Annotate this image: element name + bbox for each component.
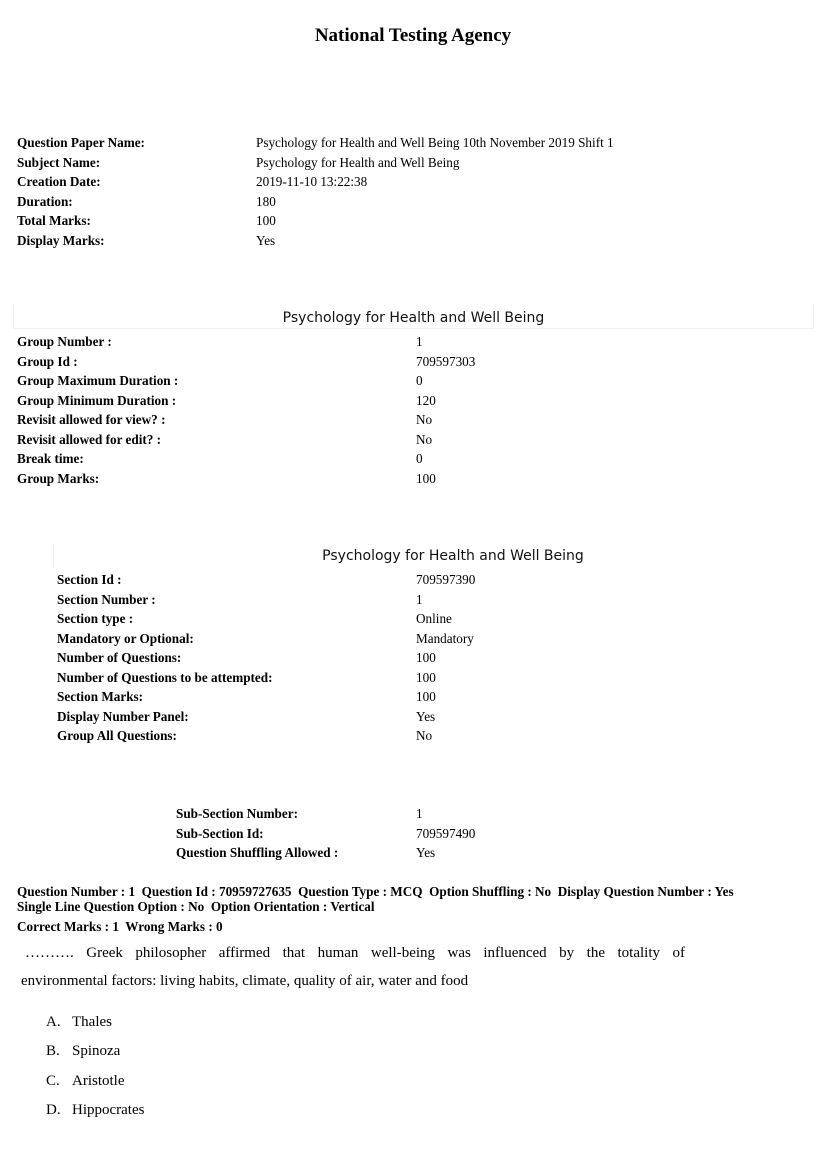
section-info-row (57, 687, 475, 707)
group-info-row (17, 430, 475, 450)
field-label: Group Maximum Duration : (17, 373, 179, 388)
option-c (46, 1069, 144, 1098)
field-label: Revisit allowed for edit? : (17, 431, 162, 447)
field-value: Psychology for Health and Well Being 10th November 2019 Shift 1 (256, 135, 614, 150)
paper-info-row (17, 172, 614, 192)
field-label: Mandatory or Optional: (57, 630, 194, 646)
field-value: 709597303 (416, 353, 476, 369)
field-label: Section Id : (57, 572, 122, 587)
field-value: 100 (416, 650, 436, 665)
field-label: Section Number : (57, 591, 156, 607)
field-label: Section type : (57, 611, 134, 626)
field-value: No (416, 412, 433, 427)
field-label: Question Shuffling Allowed : (176, 845, 339, 860)
field-value: Online (416, 611, 452, 626)
field-value: 100 (416, 689, 436, 704)
field-value: 0 (416, 373, 423, 388)
option-text: Thales (72, 1014, 112, 1030)
option-d (46, 1098, 144, 1127)
section-info-row (57, 726, 475, 746)
section-info-row (57, 707, 475, 727)
field-label: Duration: (17, 193, 73, 209)
option-text: Aristotle (72, 1072, 125, 1089)
question-marks: Correct Marks : 1 Wrong Marks : 0 (17, 919, 223, 934)
option-label: A. (46, 1014, 61, 1030)
field-label: Display Marks: (17, 232, 105, 248)
option-a (46, 1010, 144, 1039)
option-label: C. (46, 1072, 60, 1089)
field-value: 100 (256, 213, 276, 228)
section-info-table (57, 570, 475, 746)
option-text: Hippocrates (72, 1101, 145, 1118)
group-info-row (17, 371, 475, 391)
group-info-row (17, 391, 475, 411)
field-label: Section Marks: (57, 689, 144, 704)
group-info-row (17, 410, 475, 430)
group-info-row (17, 449, 475, 469)
question-text-line-1: ………. Greek philosopher affirmed that human well-being was influenced by the totality of (25, 945, 685, 961)
field-value: 100 (416, 669, 436, 685)
field-value: Yes (256, 232, 276, 248)
section-info-row (57, 590, 475, 610)
paper-info-table (17, 133, 614, 250)
field-label: Group Id : (17, 353, 78, 369)
field-label: Sub-Section Number: (176, 806, 298, 821)
option-text: Spinoza (72, 1043, 121, 1060)
paper-info-row (17, 153, 614, 173)
field-value: 180 (256, 193, 276, 209)
field-label: Number of Questions to be attempted: (57, 669, 273, 685)
field-value: 709597390 (416, 572, 476, 587)
field-label: Group Number : (17, 334, 112, 349)
group-heading: Psychology for Health and Well Being (13, 306, 814, 329)
field-value: Mandatory (416, 630, 474, 646)
field-value: 709597490 (416, 825, 476, 841)
field-value: 120 (416, 392, 436, 408)
option-b (46, 1039, 144, 1068)
field-value: 0 (416, 451, 423, 466)
field-value: 2019-11-10 13:22:38 (256, 174, 368, 189)
page-title: National Testing Agency (314, 25, 512, 46)
field-label: Sub-Section Id: (176, 825, 264, 841)
field-label: Subject Name: (17, 154, 101, 170)
group-info-row (17, 469, 475, 489)
group-info-row (17, 352, 475, 372)
question-meta-line-2: Single Line Question Option : No Option Orientation : Vertical (17, 898, 375, 914)
paper-info-row (17, 231, 614, 251)
field-label: Group Minimum Duration : (17, 392, 177, 408)
field-label: Display Number Panel: (57, 708, 189, 724)
question-meta (17, 885, 817, 914)
field-value: No (416, 431, 433, 447)
field-label: Group Marks: (17, 470, 100, 486)
paper-info-row (17, 133, 614, 153)
field-label: Question Paper Name: (17, 135, 145, 150)
field-value: 1 (416, 591, 423, 607)
field-label: Break time: (17, 451, 84, 466)
field-value: Psychology for Health and Well Being (256, 154, 460, 170)
options-list (46, 1010, 144, 1127)
question-meta-line-1: Question Number : 1 Question Id : 70959727635 Question Type : MCQ Option Shuffling : No Display Question Number : Yes (17, 884, 734, 899)
field-label: Creation Date: (17, 174, 101, 189)
field-value: 1 (416, 806, 423, 821)
option-label: B. (46, 1043, 60, 1060)
field-value: 100 (416, 470, 436, 486)
subsection-info-row (176, 824, 475, 844)
section-info-row (57, 629, 475, 649)
question-text (21, 939, 685, 995)
subsection-info-row (176, 804, 475, 824)
section-info-row (57, 648, 475, 668)
option-label: D. (46, 1101, 61, 1118)
section-info-row (57, 609, 475, 629)
field-label: Number of Questions: (57, 650, 182, 665)
section-heading: Psychology for Health and Well Being (53, 544, 826, 566)
paper-info-row (17, 211, 614, 231)
field-value: No (416, 728, 433, 743)
group-info-table (17, 332, 475, 488)
field-label: Total Marks: (17, 213, 91, 228)
subsection-info-table (176, 804, 475, 863)
section-info-row (57, 570, 475, 590)
field-label: Group All Questions: (57, 728, 177, 743)
paper-info-row (17, 192, 614, 212)
group-info-row (17, 332, 475, 352)
field-value: 1 (416, 334, 423, 349)
field-label: Revisit allowed for view? : (17, 412, 166, 427)
field-value: Yes (416, 845, 436, 860)
question-text-line-2: environmental factors: living habits, climate, quality of air, water and food (21, 973, 469, 989)
section-info-row (57, 668, 475, 688)
subsection-info-row (176, 843, 475, 863)
field-value: Yes (416, 708, 436, 724)
